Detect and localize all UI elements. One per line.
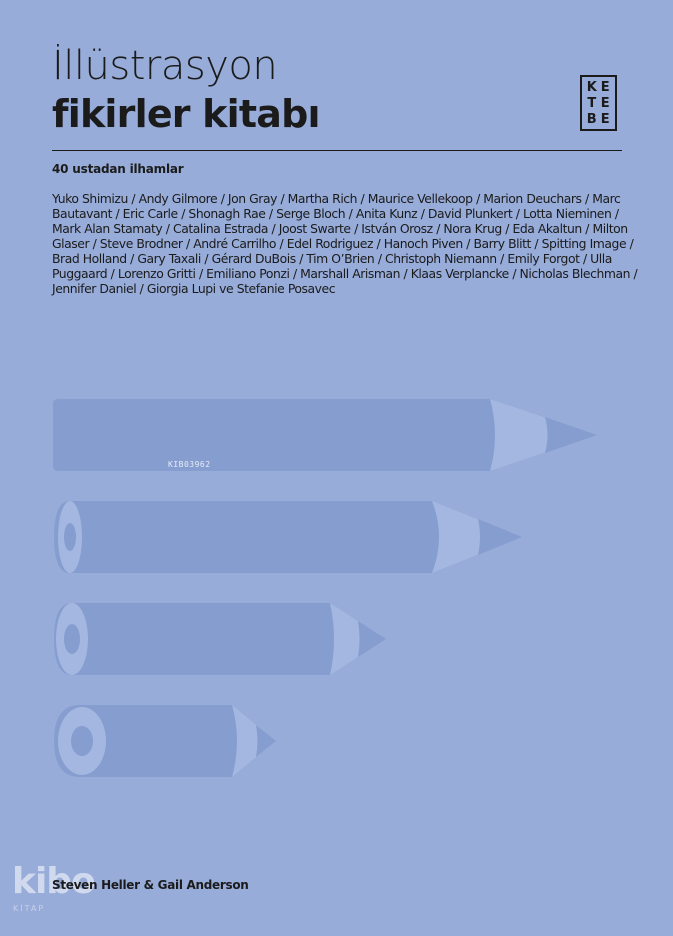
logo-letter: T (587, 95, 597, 111)
authors: Steven Heller & Gail Anderson (52, 878, 249, 892)
pencil-1-icon (53, 399, 597, 471)
title-line-1: İllüstrasyon (52, 43, 278, 89)
pencil-3-icon (54, 603, 386, 675)
pencil-4-icon (54, 705, 276, 777)
publisher-logo (580, 75, 617, 131)
title-line-2: fikirler kitabı (52, 92, 320, 136)
logo-letter: E (600, 111, 610, 127)
pencil-2-icon (54, 501, 522, 573)
site-watermark-logo: kibo (12, 861, 95, 902)
logo-letter: B (586, 111, 597, 127)
title-divider (52, 150, 622, 151)
contributors-list: Yuko Shimizu / Andy Gilmore / Jon Gray / Martha Rich / Maurice Vellekoop / Marion Deuchars / Marc Bautavant / Eric Carle / Shonagh Rae / Serge Bloch / Anita Kunz / David Plunkert / Lotta Nieminen / Mark Alan Stamaty / Catalina Estrada / Joost Swarte / István Orosz / Nora Krug / Eda Akaltun / Milton Glaser / Steve Brodner / André Carrilho / Edel Rodriguez / Hanoch Piven / Barry Blitt / Spitting Image / Brad Holland / Gary Taxali / Gérard DuBois / Tim O’Brien / Christoph Niemann / Emily Forgot / Ulla Puggaard / Lorenzo Gritti / Emiliano Ponzi / Marshall Arisman / Klaas Verplancke / Nicholas Blechman / Jennifer Daniel / Giorgia Lupi ve Stefanie Posavec (52, 191, 638, 296)
pencils-illustration (0, 380, 673, 800)
site-watermark-sub: KİTAP (13, 904, 46, 913)
subtitle: 40 ustadan ilhamlar (52, 162, 184, 176)
catalog-watermark: KIB03962 (168, 460, 211, 469)
logo-letter: K (586, 79, 597, 95)
logo-letter: E (600, 95, 610, 111)
logo-letter: E (600, 79, 610, 95)
